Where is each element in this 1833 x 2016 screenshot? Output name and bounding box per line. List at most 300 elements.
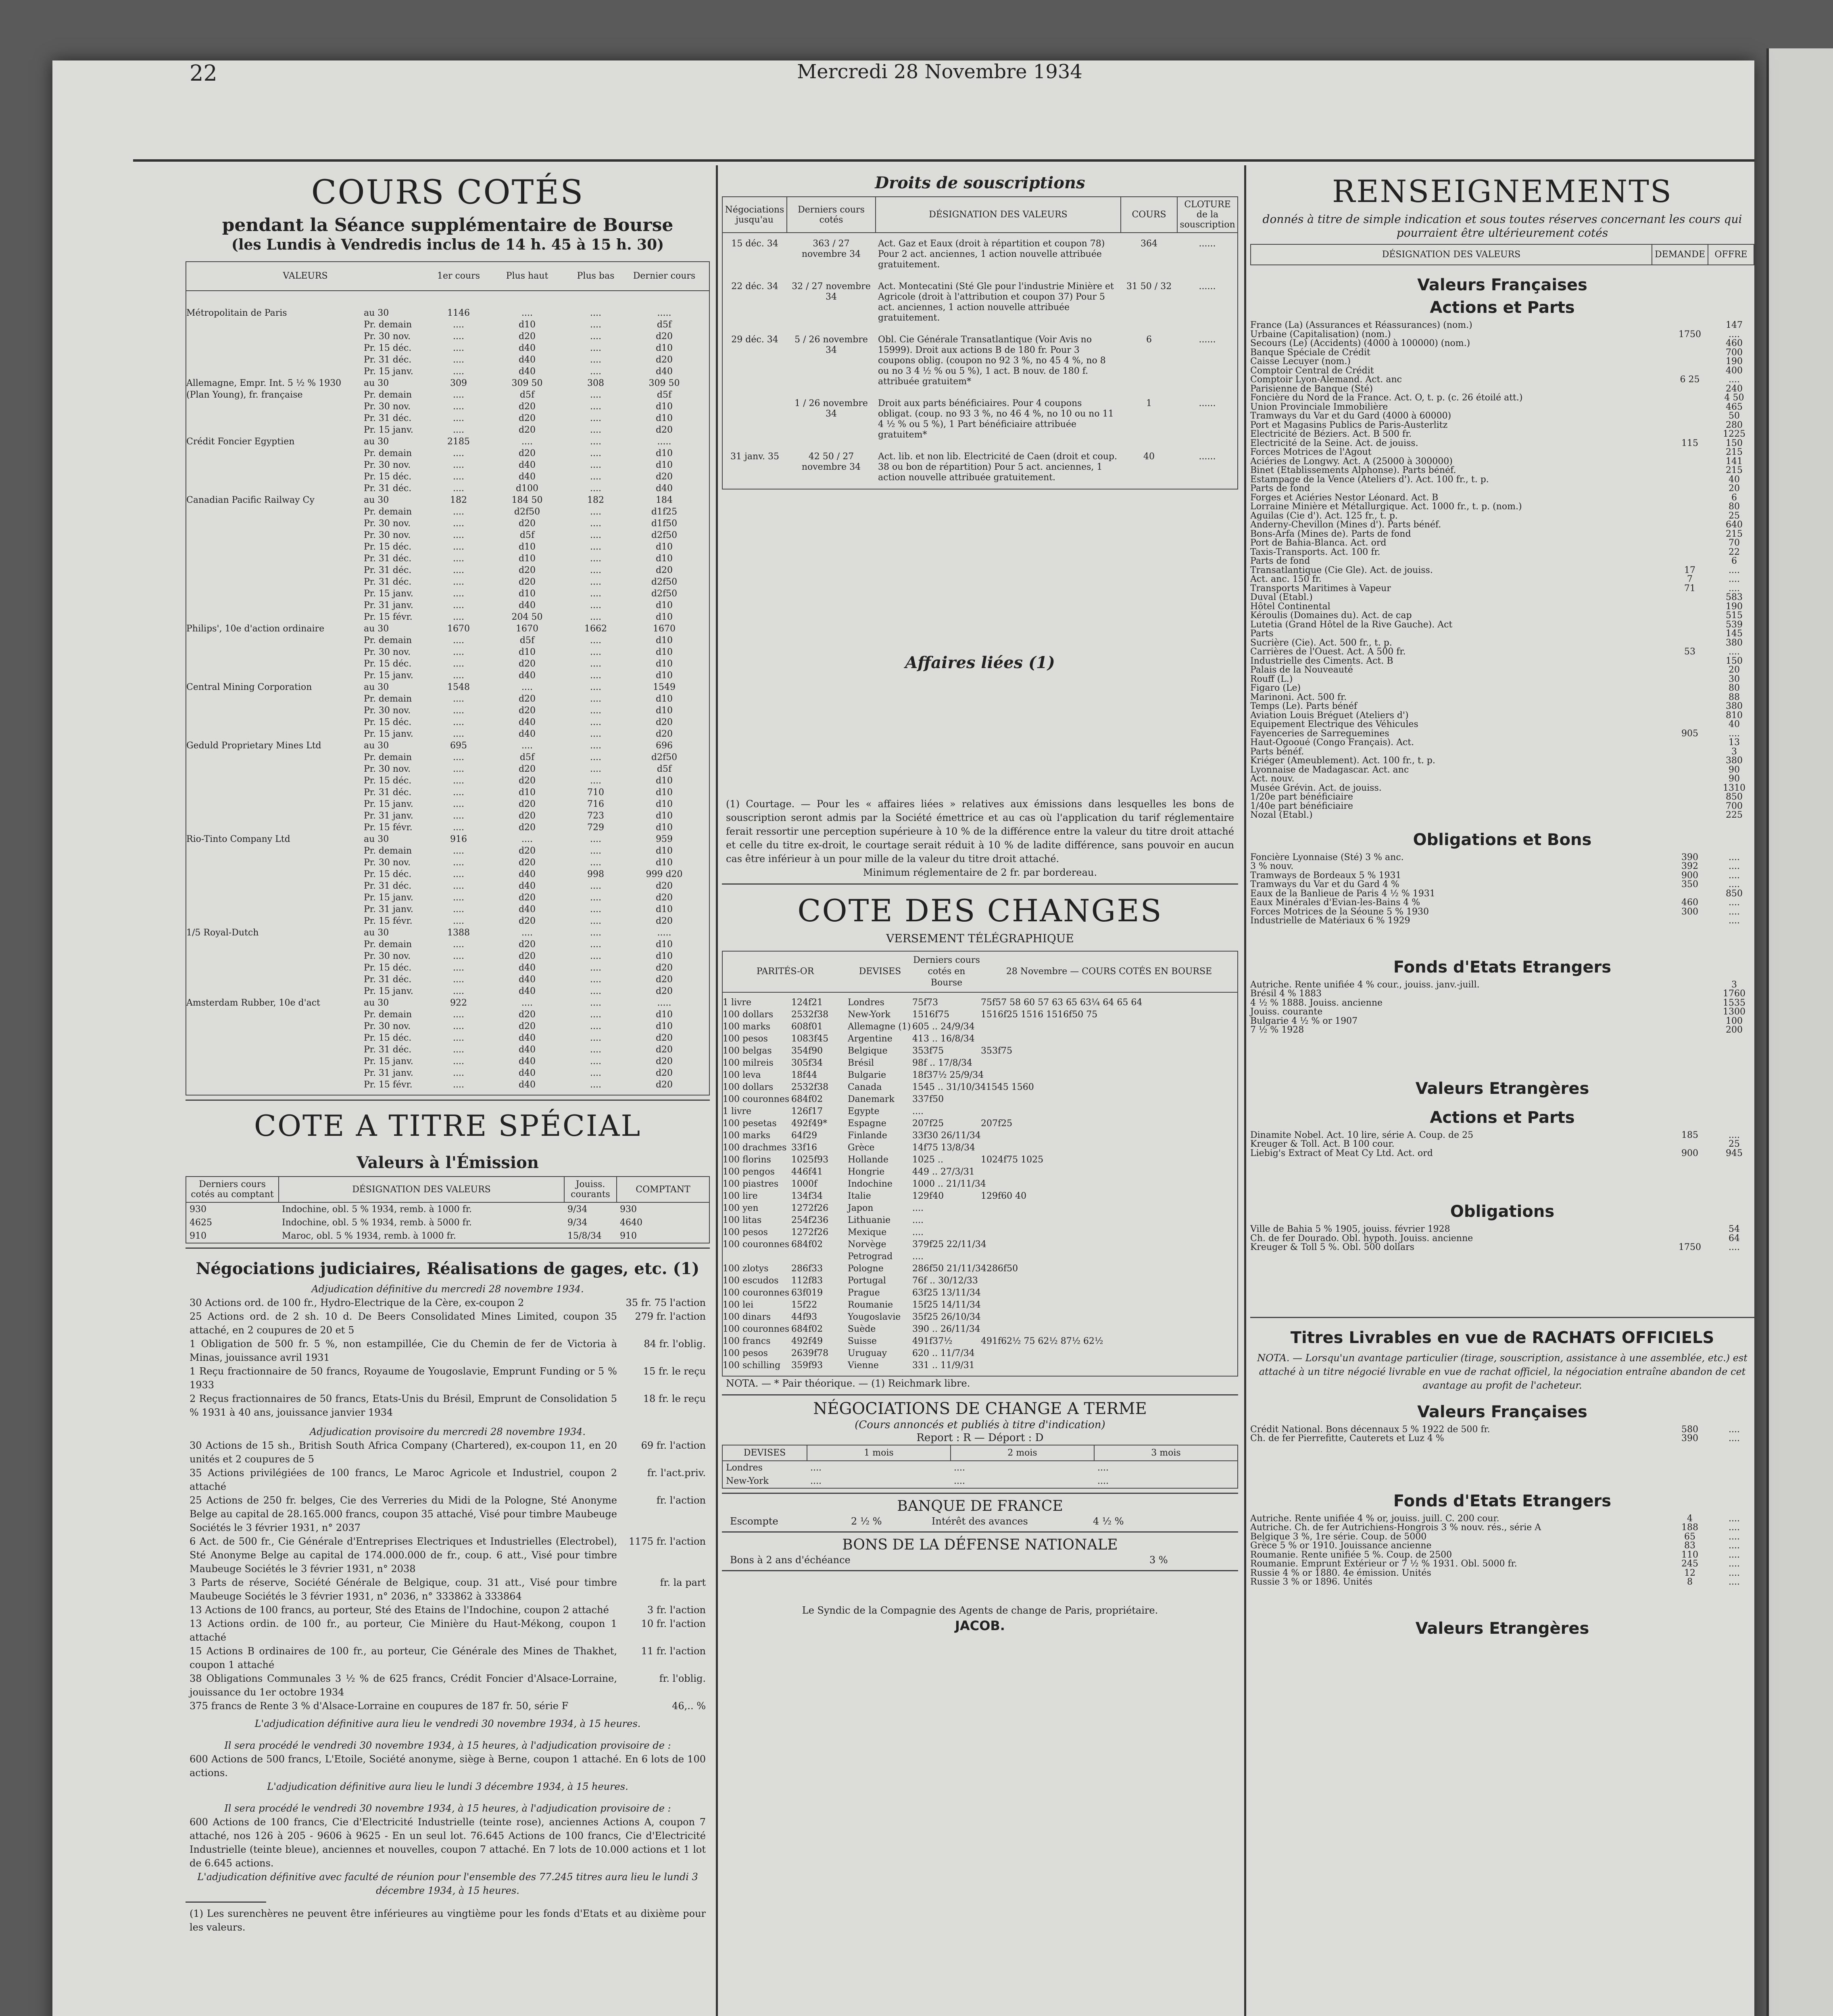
premier-cours: .... [453, 869, 464, 879]
demande: 580 [1681, 1424, 1698, 1435]
cell-today [981, 1347, 1237, 1360]
cell-par: 100 pesos [723, 1227, 768, 1237]
valeur-name [186, 950, 364, 962]
dernier-cours: 1670 [653, 624, 676, 634]
demande [1666, 1140, 1714, 1149]
term: Pr. 15 janv. [364, 1056, 413, 1066]
plus-bas: .... [590, 390, 601, 400]
cell-par: 100 schilling [723, 1360, 781, 1370]
cell-or: 64f29 [791, 1131, 817, 1141]
cell-or: 305f34 [791, 1058, 823, 1068]
offre: .... [1729, 861, 1740, 871]
table-row [186, 483, 709, 494]
premier-cours: .... [453, 1068, 464, 1078]
list-item [1250, 1523, 1754, 1533]
cell-today [981, 1287, 1237, 1299]
premier-cours: 1146 [447, 308, 470, 318]
term: Pr. 31 déc. [364, 577, 412, 587]
plus-haut: d20 [518, 858, 536, 868]
premier-cours: .... [453, 530, 464, 540]
plus-haut: d10 [518, 542, 536, 552]
dernier-cours: d40 [655, 483, 673, 494]
premier-cours: .... [453, 975, 464, 985]
cell-prev: 129f40 [912, 1191, 944, 1201]
offre: 380 [1726, 756, 1743, 766]
valeur-name: Nozal (Etabl.) [1250, 810, 1313, 820]
cell-prev: .... [912, 1215, 924, 1225]
list-item [1250, 1017, 1754, 1026]
dernier-cours: d20 [655, 331, 673, 342]
list-item [1250, 898, 1754, 908]
offre: 215 [1726, 465, 1743, 475]
valeur-name: Dinamite Nobel. Act. 10 lire, série A. Coup. de 25 [1250, 1130, 1474, 1140]
cell-prev: 14f75 13/8/34 [912, 1143, 975, 1153]
cell-prev: 390 .. 26/11/34 [912, 1324, 980, 1334]
dernier-cours: d10 [655, 846, 673, 856]
column-renseignements [1250, 165, 1754, 2016]
cell-or: 1272f26 [791, 1203, 829, 1213]
term: Pr. 30 nov. [364, 764, 411, 774]
plus-haut: d40 [518, 869, 536, 879]
valeur-name: Haut-Ogooué (Congo Français). Act. [1250, 737, 1414, 748]
premier-cours: .... [453, 764, 464, 774]
plus-bas: .... [590, 904, 601, 914]
premier-cours: .... [453, 729, 464, 739]
list-item [1250, 375, 1754, 385]
table-row [722, 329, 1238, 393]
cell-today [981, 1166, 1237, 1178]
cell-par: 100 zlotys [723, 1264, 769, 1274]
cours-cotes-title: COURS COTÉS [311, 173, 584, 212]
term: Pr. 15 janv. [364, 729, 413, 739]
plus-haut: d20 [518, 893, 536, 903]
cell-par [723, 1251, 791, 1263]
list-item [186, 1493, 710, 1535]
valeur-name [186, 974, 364, 985]
list-item [1250, 702, 1754, 711]
renseignements-subtitle: donnés à titre de simple indication et sous toutes réserves concernant les cours qui pourraient être ultérieurement cotés [1262, 212, 1742, 240]
cell-or: 492f49 [791, 1336, 823, 1346]
offre: 539 [1726, 619, 1743, 630]
col-header: 28 Novembre — COURS COTÉS EN BOURSE [1006, 966, 1212, 977]
table-row [186, 1216, 709, 1229]
table-row [723, 1251, 1237, 1263]
dernier-cours: d20 [655, 975, 673, 985]
cell-par: 100 pesetas [723, 1118, 777, 1129]
table-row [723, 1166, 1237, 1178]
dernier-cours: 999 d20 [646, 869, 683, 879]
demande [1666, 639, 1714, 648]
plus-bas: .... [590, 1080, 601, 1090]
plus-haut: d5f [519, 752, 535, 762]
table-row [186, 740, 709, 752]
cell-today [981, 1251, 1237, 1263]
valeur-name: Bons-Arfa (Mines de). Parts de fond [1250, 529, 1411, 539]
plus-haut: d10 [518, 589, 536, 599]
dernier-cours: d10 [655, 448, 673, 458]
offre: .... [1729, 565, 1740, 575]
plus-haut: d40 [518, 963, 536, 973]
plus-bas: .... [590, 858, 601, 868]
dernier-cours: d1f25 [651, 507, 678, 517]
term: Pr. 15 févr. [364, 612, 413, 622]
term: Pr. demain [364, 635, 412, 646]
list-item [1250, 738, 1754, 748]
cell-dev: Hongrie [848, 1167, 885, 1177]
demande: 8 [1687, 1577, 1693, 1587]
offre: 225 [1726, 810, 1743, 820]
valeur-name [186, 483, 364, 494]
dernier-cours: d20 [655, 881, 673, 891]
premier-cours: .... [453, 776, 464, 786]
offre: 640 [1726, 520, 1743, 530]
plus-haut: d10 [518, 320, 536, 330]
cell-today: 129f60 40 [981, 1191, 1027, 1201]
valeur-name: Forces Motrices de l'Agout [1250, 447, 1372, 457]
adjudication-definitive-list [186, 1296, 710, 1419]
valeur-name: 1/5 Royal-Dutch [186, 928, 259, 938]
term: au 30 [364, 928, 389, 938]
demande [1666, 385, 1714, 394]
list-item [1250, 557, 1754, 566]
demande: 53 [1684, 647, 1695, 657]
offre: .... [1729, 1522, 1740, 1533]
plus-haut: d10 [518, 647, 536, 657]
rachats-title: Titres Livrables en vue de RACHATS OFFICIELS [1290, 1328, 1714, 1347]
page-date: Mercredi 28 Novembre 1934 [797, 60, 1082, 83]
cell-today: 1024f75 1025 [981, 1155, 1044, 1165]
offre: 3 [1731, 746, 1737, 757]
list-item [1250, 916, 1754, 926]
list-item [1250, 584, 1754, 594]
valeur-name: Kriéger (Ameublement). Act. 100 fr., t. p. [1250, 756, 1435, 766]
offre: 70 [1729, 538, 1740, 548]
valeur-name: Forges et Aciéries Nestor Léonard. Act. B [1250, 492, 1439, 503]
cours-cotes-table [186, 261, 710, 1095]
plus-haut: d40 [518, 355, 536, 365]
premier-cours: .... [453, 472, 464, 482]
dernier-cours: d20 [655, 1056, 673, 1066]
offre: 1300 [1723, 1007, 1745, 1017]
cell-or: 354f90 [791, 1046, 823, 1056]
col-header: Négociations jusqu'au [722, 197, 787, 233]
list-item [1250, 1434, 1754, 1443]
cell: Act. lib. et non lib. Electricité de Caen (droit et coup. 38 ou bon de répartition) Pour 5 act. anciennes, 1 action nouvelle attribuée gratuitement. [878, 452, 1117, 483]
table-row [723, 1190, 1237, 1202]
notice-text: 600 Actions de 500 francs, L'Etoile, Société anonyme, siège à Berne, coupon 1 attaché. En 6 lots de 100 actions. [190, 1754, 706, 1779]
premier-cours: .... [453, 1033, 464, 1043]
offre: .... [1729, 647, 1740, 657]
premier-cours: .... [453, 881, 464, 891]
valeur-name: Binet (Etablissements Alphonse). Parts bénéf. [1250, 465, 1456, 475]
plus-haut: d20 [518, 519, 536, 529]
table-row [186, 366, 709, 377]
cell-today: 75f57 58 60 57 63 65 63¼ 64 65 64 [981, 998, 1143, 1008]
list-item [1250, 889, 1754, 899]
table-row [186, 354, 709, 366]
cell [722, 393, 787, 446]
cell-prev: 605 .. 24/9/34 [912, 1022, 975, 1032]
dernier-cours: d2f50 [651, 577, 678, 587]
cell-par: 100 marks [723, 1131, 771, 1141]
demande: 460 [1681, 898, 1698, 908]
cell-or: 446f41 [791, 1167, 823, 1177]
demande [1666, 593, 1714, 602]
offre: .... [1729, 574, 1740, 584]
item-text: 30 Actions ord. de 100 fr., Hydro-Electrique de la Cère, ex-coupon 2 [190, 1297, 524, 1308]
renseignements-title: RENSEIGNEMENTS [1332, 173, 1672, 209]
demande: 1750 [1679, 329, 1701, 339]
valeur-name [186, 366, 364, 377]
valeur-name: Crédit Foncier Egyptien [186, 437, 295, 447]
plus-haut: d20 [518, 413, 536, 423]
cell-prev: 449 .. 27/3/31 [912, 1167, 975, 1177]
plus-haut: d40 [518, 1045, 536, 1055]
cell-prev: 1025 .. [912, 1155, 943, 1165]
list-item [1250, 530, 1754, 539]
premier-cours: .... [453, 706, 464, 716]
term: Pr. 30 nov. [364, 858, 411, 868]
plus-bas: .... [590, 519, 601, 529]
term: Pr. 15 déc. [364, 542, 412, 552]
plus-bas: .... [590, 542, 601, 552]
valeur-name: Russie 4 % or 1880. 4e émission. Unités [1250, 1568, 1431, 1578]
table-row [186, 833, 709, 845]
list-item [1250, 502, 1754, 512]
term: Pr. 15 janv. [364, 799, 413, 809]
valeur-name [186, 342, 364, 354]
list-item [1250, 711, 1754, 721]
item-price: 35 fr. 75 l'action [626, 1297, 706, 1308]
dernier-cours: d10 [655, 659, 673, 669]
table-row [186, 857, 709, 868]
offre: .... [1729, 1424, 1740, 1435]
term: Pr. 15 déc. [364, 659, 412, 669]
premier-cours: .... [453, 893, 464, 903]
cell-par: 100 lei [723, 1300, 754, 1310]
cell: Act. Gaz et Eaux (droit à répartition et coupon 78) Pour 2 act. anciennes, 1 action nouvelle attribuée gratuitement. [878, 239, 1105, 270]
cell: 29 déc. 34 [731, 335, 778, 345]
table-row [723, 1335, 1237, 1347]
cours-cotes-subtitle: pendant la Séance supplémentaire de Bourse [222, 215, 674, 235]
cell-prev: .... [912, 1203, 924, 1213]
adjudication-definitive-title: Adjudication définitive du mercredi 28 novembre 1934. [311, 1283, 584, 1295]
table-row [723, 997, 1237, 1009]
valeur-name: Russie 3 % or 1896. Unités [1250, 1577, 1372, 1587]
cell-prev: 98f .. 17/8/34 [912, 1058, 972, 1068]
term: Pr. 15 févr. [364, 916, 413, 926]
plus-haut: 309 50 [511, 378, 543, 388]
term: Pr. 31 déc. [364, 881, 412, 891]
valeur-name [186, 448, 364, 459]
plus-haut: d40 [518, 367, 536, 377]
item-price: 11 fr. l'action [641, 1645, 706, 1657]
plus-bas: .... [590, 998, 601, 1008]
valeur-name [186, 962, 364, 974]
premier-cours: .... [453, 823, 464, 833]
item-price: 84 fr. l'oblig. [644, 1338, 706, 1350]
list-item [1250, 748, 1754, 757]
demande: 390 [1681, 1433, 1698, 1443]
cell-or: 134f34 [791, 1191, 823, 1201]
premier-cours: .... [453, 542, 464, 552]
cell-or: 2532f38 [791, 1082, 829, 1092]
list-item [186, 1617, 710, 1644]
valeur-name: Lyonnaise de Madagascar. Act. anc [1250, 764, 1409, 775]
premier-cours: .... [453, 589, 464, 599]
valeurs-emission-title: Valeurs à l'Émission [357, 1153, 539, 1172]
list-item [1250, 648, 1754, 657]
dernier-cours: d20 [655, 893, 673, 903]
plus-bas: .... [590, 437, 601, 447]
list-item [1250, 602, 1754, 612]
cell-today: 286f50 [986, 1264, 1018, 1274]
item-text: 35 Actions privilégiées de 100 francs, Le Maroc Agricole et Industriel, coupon 2 attaché [190, 1467, 617, 1492]
table-row [186, 985, 709, 997]
demande: 900 [1681, 870, 1698, 881]
demande: 245 [1681, 1559, 1698, 1569]
valeur-name: Roumanie. Rente unifiée 5 %. Coup. de 2500 [1250, 1549, 1452, 1560]
change-terme-legend: Report : R — Déport : D [916, 1432, 1044, 1444]
valeur-name [186, 670, 364, 681]
offre: .... [1729, 583, 1740, 594]
cell-prev: 286f50 21/11/34 [912, 1264, 986, 1274]
dernier-cours: d20 [655, 729, 673, 739]
dernier-cours: d10 [655, 823, 673, 833]
demande [1666, 766, 1714, 775]
offre: .... [1729, 898, 1740, 908]
demande [1666, 748, 1714, 757]
cell-today [981, 1142, 1237, 1154]
table-row [186, 541, 709, 553]
valeur-name: Anderny-Chevillon (Mines d'). Parts bénéf. [1250, 520, 1441, 530]
demande [1666, 611, 1714, 621]
table-row [723, 1360, 1237, 1372]
col-header: Plus haut [506, 271, 548, 281]
valeur-name [186, 635, 364, 646]
offre: 240 [1726, 383, 1743, 394]
dernier-cours: d40 [655, 367, 673, 377]
premier-cours: .... [453, 507, 464, 517]
table-row [186, 646, 709, 658]
table-row [186, 1056, 709, 1067]
dernier-cours: d10 [655, 647, 673, 657]
notice: L'adjudication définitive avec faculté de réunion pour l'ensemble des 77.245 titres aura lieu le lundi 3 décembre 1934, à 15 heures. [197, 1871, 698, 1896]
plus-bas: .... [590, 1056, 601, 1066]
table-row [186, 763, 709, 775]
cell-dev: Prague [848, 1288, 880, 1298]
plus-bas: .... [590, 986, 601, 996]
col-header: Dernier cours [633, 271, 696, 281]
valeur-name [186, 787, 364, 798]
plus-bas: .... [590, 846, 601, 856]
dernier-cours: d1f50 [651, 519, 678, 529]
changes-table [722, 951, 1238, 1377]
plus-bas: .... [590, 776, 601, 786]
demande [1666, 1225, 1714, 1234]
cell-dev: Mexique [848, 1227, 887, 1237]
table-row [723, 1021, 1237, 1033]
valeur-name: Geduld Proprietary Mines Ltd [186, 741, 321, 751]
valeur-name [186, 354, 364, 366]
valeur-name [186, 892, 364, 904]
plus-bas: .... [590, 834, 601, 844]
plus-haut: d100 [515, 483, 539, 494]
premier-cours: .... [453, 811, 464, 821]
cell: 363 / 27 novembre 34 [801, 239, 861, 259]
term: Pr. 30 nov. [364, 331, 411, 342]
cours-cotes-header [186, 262, 709, 291]
cell-prev: 353f75 [912, 1046, 944, 1056]
plus-bas: .... [590, 320, 601, 330]
cell-or: 359f93 [791, 1360, 823, 1370]
item-text: 1 Obligation de 500 fr. 5 %, non estampillée, Cie du Chemin de fer de Victoria à Minas, jouissance avril 1931 [190, 1338, 617, 1363]
plus-bas: .... [590, 635, 601, 646]
premier-cours: .... [453, 519, 464, 529]
dernier-cours: d2f50 [651, 530, 678, 540]
banque-france-row [722, 1515, 1238, 1527]
cell-dev: Suède [848, 1324, 876, 1334]
list-item [1250, 385, 1754, 394]
valeur-name: Urbaine (Capitalisation) (nom.) [1250, 329, 1391, 339]
table-row [186, 658, 709, 670]
offre: 1225 [1723, 429, 1745, 439]
demande [1666, 475, 1714, 485]
plus-bas: .... [590, 448, 601, 458]
list-item [1250, 999, 1754, 1008]
table-row [723, 1118, 1237, 1130]
list-item [1250, 871, 1754, 881]
cell-today [981, 1093, 1237, 1106]
list-item [1250, 339, 1754, 348]
valeur-name [186, 646, 364, 658]
list-item [186, 1535, 710, 1576]
term: Pr. 30 nov. [364, 1021, 411, 1031]
item-price: 3 fr. l'action [647, 1604, 706, 1616]
demande [1666, 466, 1714, 475]
offre: 25 [1729, 510, 1740, 521]
valeur-name [186, 904, 364, 915]
plus-haut: d20 [518, 565, 536, 575]
col-header: 2 mois [951, 1445, 1094, 1461]
plus-bas: .... [590, 764, 601, 774]
premier-cours: 922 [450, 998, 467, 1008]
term: Pr. 15 déc. [364, 717, 412, 727]
valeur-name [186, 588, 364, 600]
offre: 6 [1731, 492, 1737, 503]
valeur-name [186, 389, 364, 401]
valeur-name: Port et Magasins Publics de Paris-Austerlitz [1250, 420, 1448, 430]
offre: 80 [1729, 502, 1740, 512]
plus-haut: d20 [518, 811, 536, 821]
cell-or: 33f16 [791, 1143, 817, 1153]
demande: 12 [1684, 1568, 1695, 1578]
dernier-cours: 1549 [653, 682, 676, 692]
cell-prev: 207f25 [912, 1118, 944, 1129]
notice: L'adjudication définitive aura lieu le vendredi 30 novembre 1934, à 15 heures. [254, 1718, 641, 1729]
syndic-name: JACOB. [955, 1618, 1005, 1633]
table-row [723, 1227, 1237, 1239]
cell-dev: Pologne [848, 1264, 884, 1274]
cell-or: 684f02 [791, 1324, 823, 1334]
valeur-name: Electricité de la Seine. Act. de jouiss. [1250, 438, 1418, 448]
demande [1666, 484, 1714, 494]
valeur-name: Kreuger & Toll. Act. B 100 cour. [1250, 1139, 1395, 1149]
term: Pr. 30 nov. [364, 402, 411, 412]
plus-haut: d20 [518, 425, 536, 435]
plus-haut: d40 [518, 1056, 536, 1066]
plus-bas: .... [590, 729, 601, 739]
